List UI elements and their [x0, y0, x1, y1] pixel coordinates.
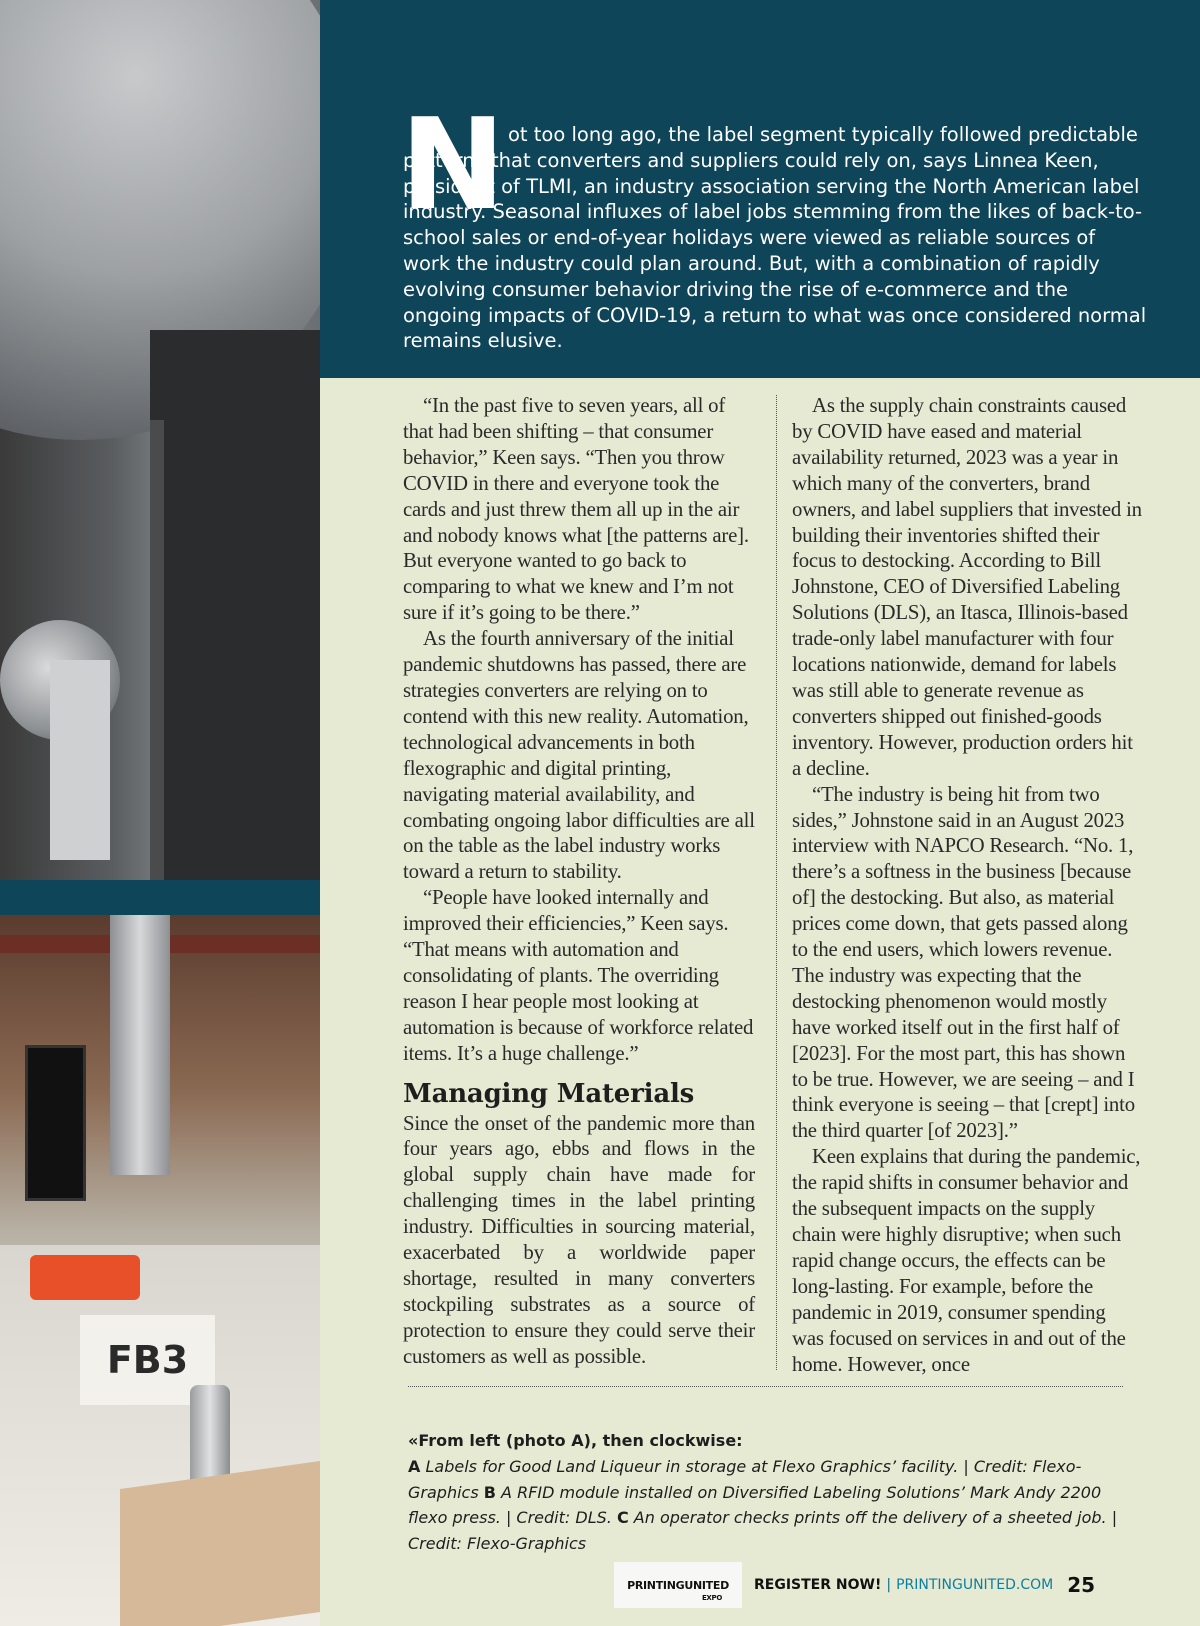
right-column [792, 393, 1142, 1377]
caption-letter-b: B [483, 1482, 496, 1502]
drop-cap: N [400, 91, 506, 238]
register-now-link[interactable]: REGISTER NOW! [754, 1577, 882, 1593]
caption-letter-c: C [616, 1508, 629, 1528]
cardboard-sheet [120, 1461, 320, 1626]
body-paragraph: Since the onset of the pandemic more than four years ago, ebbs and flows in the global supply chain have made for challenging times in the label printing industry. Difficulties in sourcing material, exacerbated by a worldwide paper shortage, resulted in many converters stockpiling substrates as a source of protection to ensure they could serve their customers as well as possible. [403, 1111, 755, 1368]
body-paragraph: “People have looked internally and improved their efficiencies,” Keen says. “That means with automation and consolidating of plants. The overriding reason I hear people most looking at automation is because of workforce related items. It’s a huge challenge.” [403, 886, 754, 1065]
printing-united-logo[interactable] [614, 1562, 742, 1608]
logo-sub: EXPO [701, 1594, 722, 1602]
press-cable [150, 420, 164, 880]
body-paragraph: As the supply chain constraints caused by COVID have eased and material availability returned, 2023 was a year in which many of the converters, brand owners, and label suppliers that invested in building their inventories shifted their focus to destocking. According to Bill Johnstone, CEO of Diversified Labeling Solutions (DLS), an Itasca, Illinois-based trade-only label manufacturer with four locations nationwide, demand for labels was still able to generate revenue as converters shipped out finished-goods inventory. However, production orders hit a decline. [792, 394, 1142, 780]
press-frame [150, 330, 320, 880]
machine-label: FB3 [106, 1338, 189, 1382]
monitor [25, 1045, 86, 1201]
rfid-module [50, 660, 110, 860]
caption-text-a: Labels for Good Land Liqueur in storage at Flexo Graphics’ facility. | Credit: Flexo-Graphics [408, 1456, 1082, 1502]
photo-c-shop-floor [0, 915, 320, 1626]
left-column [403, 393, 755, 1370]
body-paragraph: Keen explains that during the pandemic, the rapid shifts in consumer behavior and the subsequent impacts on the supply chain were highly disruptive; when such rapid change occurs, the effects can be long-lasting. For example, before the pandemic in 2019, consumer spending was focused on services in and out of the home. However, once [792, 1145, 1141, 1376]
footer-separator: | [886, 1577, 892, 1593]
photo-a-flexo-press [0, 0, 320, 880]
photo-caption [408, 1428, 1128, 1557]
body-paragraph: “In the past five to seven years, all of that had been shifting – that consumer behavior,” Keen says. “Then you throw COVID in there and everyone took the cards and just threw them all up in the air and nobody knows what [the patterns are]. But everyone wanted to go back to comparing to what we knew and I’m not sure if it’s going to be there.” [403, 394, 749, 625]
body-paragraph: “The industry is being hit from two sides,” Johnstone said in an August 2023 interview with NAPCO Research. “No. 1, there’s a softness in the business [because of] the destocking. But also, as material prices come down, that gets passed along to the end users, which lowers revenue. The industry was expecting that the destocking phenomenon would mostly have worked itself out in the first half of [2023]. For the most part, this has shown to be true. However, we are seeing – and I think everyone is seeing – that [crept] into the third quarter [of 2023].” [792, 782, 1135, 1143]
caption-text-c: An operator checks prints off the delivery of a sheeted job. | Credit: Flexo-Graphics [408, 1508, 1118, 1554]
duct-pipe [110, 915, 170, 1175]
website-link[interactable]: PRINTINGUNITED.COM [896, 1577, 1054, 1593]
teal-divider-band [0, 880, 320, 915]
logo-wordmark: PRINTINGUNITED [627, 1578, 729, 1592]
caption-body [408, 1454, 1128, 1557]
caption-text-b: A RFID module installed on Diversified Labeling Solutions’ Mark Andy 2200 flexo press. | Credit: DLS. [408, 1482, 1102, 1528]
section-heading: Managing Materials [403, 1078, 695, 1109]
caption-heading: «From left (photo A), then clockwise: [408, 1431, 743, 1450]
intro-paragraph: ot too long ago, the label segment typically followed predictable patterns that converters and suppliers could rely on, says Linnea Keen, president of TLMI, an industry association serving the North American label industry. Seasonal influxes of label jobs stemming from the likes of back-to-school sales or end-of-year holidays were viewed as reliable sources of work the industry could plan around. But, with a combination of rapidly evolving consumer behavior driving the rise of e-commerce and the ongoing impacts of COVID-19, a return to what was once considered normal remains elusive. [403, 123, 1147, 353]
page-number: 25 [1067, 1573, 1096, 1597]
caption-letter-a: A [408, 1456, 421, 1476]
caption-divider [408, 1386, 1123, 1387]
orange-guard [30, 1255, 140, 1300]
page-footer [614, 1562, 1095, 1608]
column-divider [776, 395, 777, 1370]
body-paragraph: As the fourth anniversary of the initial pandemic shutdowns has passed, there are strategies converters are relying on to contend with this new reality. Automation, technological advancements in both flexographic and digital printing, navigating material availability, and combating ongoing labor difficulties are all on the table as the label industry works toward a return to stability. [403, 627, 755, 884]
